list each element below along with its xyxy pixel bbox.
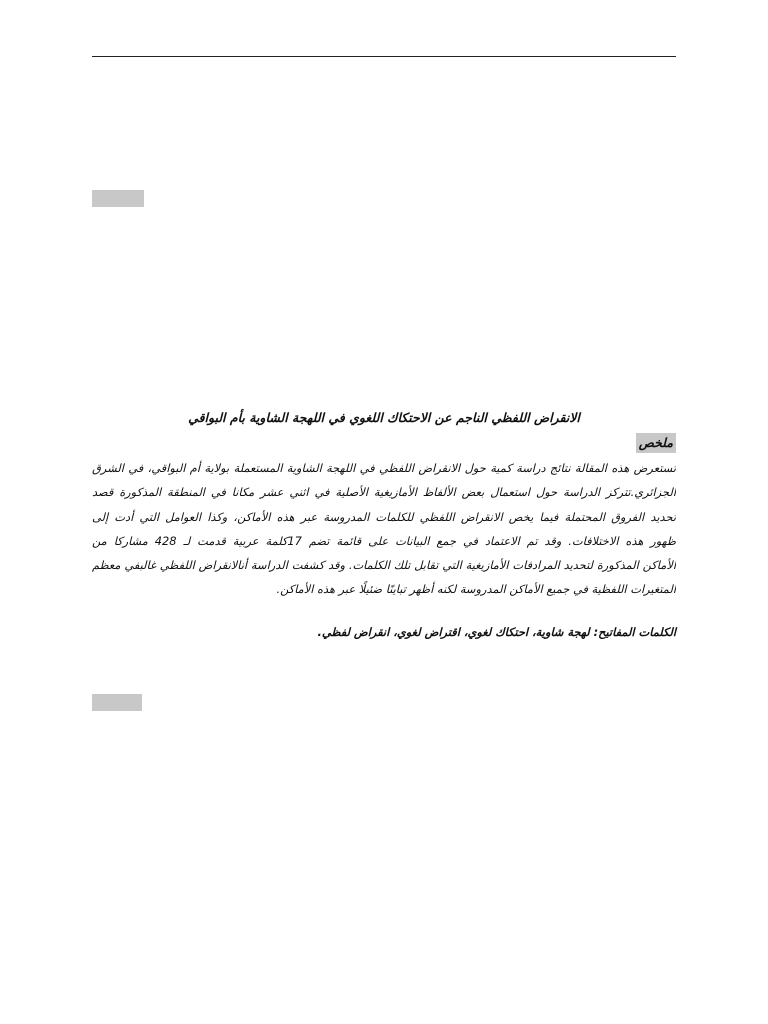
abstract-line: المتغيرات اللفظية في جميع الأماكن المدروسة لكنه أظهر تباينًا ضئيلًا عبر هذه الأماكن. [276, 582, 676, 597]
header-rule [92, 56, 676, 57]
abstract-line: الجزائري.تتركز الدراسة حول استعمال بعض الألفاظ الأمازيغية الأصلية في اثني عشر مكانا في المنطقة المذكورة قصد [92, 485, 676, 500]
redacted-block-top [92, 190, 144, 207]
abstract-line: الأماكن المذكورة لتحديد المرادفات الأمازيغية التي تقابل تلك الكلمات. وقد كشفت الدراسة أنالانقراض اللفظي غالبفي معظم [92, 558, 676, 573]
keywords: الكلمات المفاتيح: لهجة شاوية، احتكاك لغوي، اقتراض لغوي، انقراض لفظي. [317, 625, 676, 639]
abstract-body [92, 456, 676, 602]
abstract-line: ظهور هذه الاختلافات. وقد تم الاعتماد في جمع البيانات على قائمة تضم 17كلمة عربية قدمت لـ 428 مشاركا من [92, 533, 676, 548]
abstract-line: تحديد الفروق المحتملة فيما يخص الانقراض اللفظي للكلمات المدروسة عبر هذه الأماكن، وكذا العوامل التي أدت إلى [92, 509, 676, 524]
abstract-label: ملخص [636, 433, 676, 453]
article-title: الانقراض اللفظي الناجم عن الاحتكاك اللغوي في اللهجة الشاوية بأم البواقي [188, 410, 580, 425]
redacted-block-bottom [92, 694, 142, 711]
abstract-line: تستعرض هذه المقالة نتائج دراسة كمية حول الانقراض اللفظي في اللهجة الشاوية المستعملة بولاية أم البواقي، في الشرق [92, 461, 676, 475]
